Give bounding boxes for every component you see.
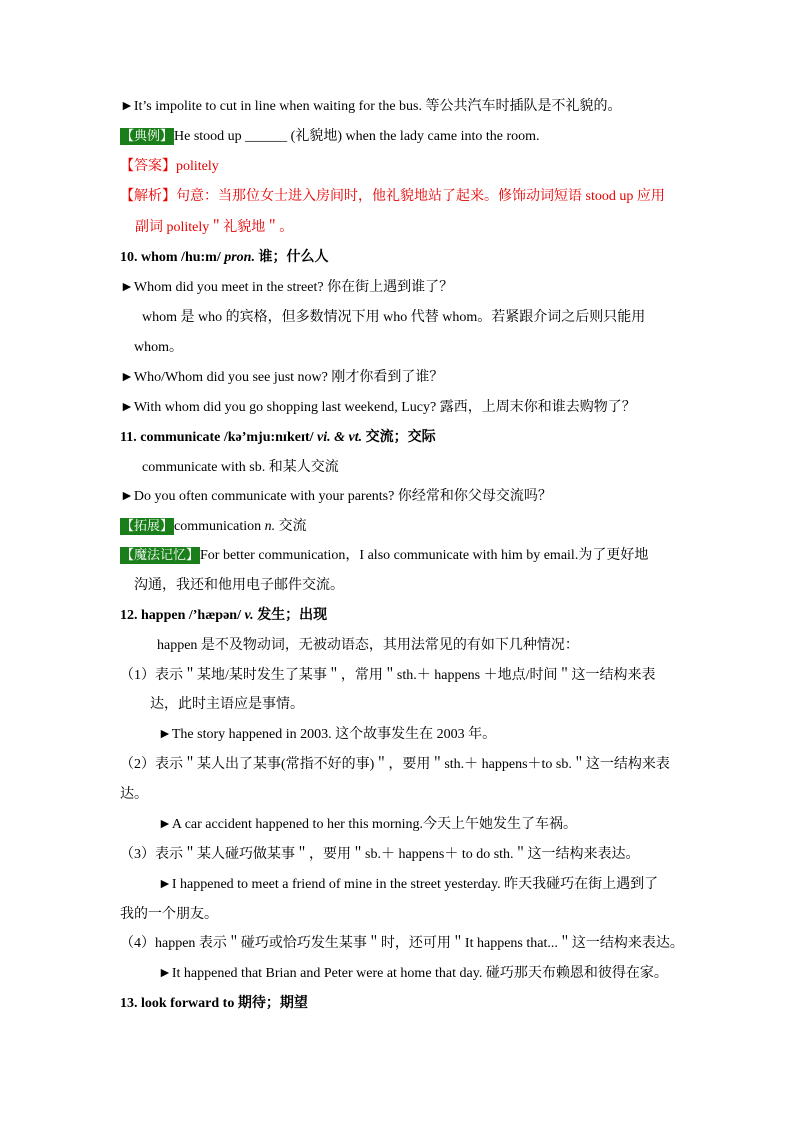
vocab-pos: v. xyxy=(244,608,254,623)
magic-memory-line-2: 沟通，我还和他用电子邮件交流。 xyxy=(134,578,344,593)
phrase-line: communicate with sb. 和某人交流 xyxy=(142,460,339,475)
example-sentence: ►I happened to meet a friend of mine in the street yesterday. 昨天我碰巧在街上遇到了 xyxy=(158,877,659,892)
extension-word: communication xyxy=(174,519,265,534)
extension-pos: n. xyxy=(264,519,276,534)
typical-example-tag: 【典例】 xyxy=(121,129,174,144)
example-sentence-cont: 我的一个朋友。 xyxy=(120,907,218,922)
vocab-word: 10. whom /hu:m/ xyxy=(120,250,225,265)
vocab-meaning: 发生；出现 xyxy=(253,608,328,623)
usage-item-4: （4）happen 表示＂碰巧或恰巧发生某事＂时，还可用＂It happens that...＂这一结构来表达。 xyxy=(120,936,684,951)
note-line: whom 是 who 的宾格，但多数情况下用 who 代替 whom。若紧跟介词之后则只能用 xyxy=(142,310,646,325)
extension-tag: 【拓展】 xyxy=(121,519,174,534)
example-sentence: ►Do you often communicate with your parents? 你经常和你父母交流吗？ xyxy=(120,489,552,504)
vocab-pos: vi. & vt. xyxy=(317,430,363,445)
extension-meaning: 交流 xyxy=(275,519,307,534)
magic-memory-text: For better communication，I also communicate with him by email.为了更好地 xyxy=(200,548,649,563)
magic-memory-tag: 【魔法记忆】 xyxy=(121,548,200,563)
example-sentence: ►With whom did you go shopping last weekend, Lucy? 露西，上周末你和谁去购物了？ xyxy=(120,400,636,415)
vocab-pos: pron. xyxy=(224,250,255,265)
vocab-word: 11. communicate /kə’mju:nɪkeɪt/ xyxy=(120,430,318,445)
vocab-meaning: 谁；什么人 xyxy=(254,250,329,265)
usage-item-2: （2）表示＂某人出了某事(常指不好的事)＂，要用＂sth.＋ happens＋to sb.＂这一结构来表 xyxy=(120,757,670,772)
usage-item-1-cont: 达，此时主语应是事情。 xyxy=(150,697,304,712)
example-sentence: ►A car accident happened to her this morning.今天上午她发生了车祸。 xyxy=(158,817,577,832)
analysis-line-2: 副词 politely＂礼貌地＂。 xyxy=(135,220,294,235)
vocab-heading-communicate xyxy=(120,428,436,448)
answer: 【答案】politely xyxy=(120,159,219,174)
example-sentence: ►It happened that Brian and Peter were at home that day. 碰巧那天布赖恩和彼得在家。 xyxy=(158,966,668,981)
note-line: whom。 xyxy=(134,340,183,355)
example-sentence: ►The story happened in 2003. 这个故事发生在 2003 年。 xyxy=(158,727,497,742)
example-sentence: ►Whom did you meet in the street? 你在街上遇到谁了？ xyxy=(120,280,454,295)
vocab-heading-happen xyxy=(120,606,327,626)
example-sentence: ►It’s impolite to cut in line when waiting for the bus. 等公共汽车时插队是不礼貌的。 xyxy=(120,99,622,114)
extension xyxy=(120,517,307,537)
note-line: happen 是不及物动词，无被动语态，其用法常见的有如下几种情况： xyxy=(157,638,579,653)
typical-example-text: He stood up ______ (礼貌地) when the lady came into the room. xyxy=(174,129,540,144)
vocab-word: 12. happen /’hæpən/ xyxy=(120,608,245,623)
vocab-meaning: 交流；交际 xyxy=(362,430,436,445)
typical-example xyxy=(120,127,540,147)
usage-item-3: （3）表示＂某人碰巧做某事＂，要用＂sb.＋ happens＋ to do sth.＂这一结构来表达。 xyxy=(120,847,640,862)
analysis-line-1: 【解析】句意：当那位女士进入房间时，他礼貌地站了起来。修饰动词短语 stood up 应用 xyxy=(120,189,665,204)
example-sentence: ►Who/Whom did you see just now? 刚才你看到了谁？ xyxy=(120,370,444,385)
vocab-heading-whom xyxy=(120,248,328,268)
vocab-heading-look-forward-to: 13. look forward to 期待；期望 xyxy=(120,996,308,1011)
magic-memory xyxy=(120,546,648,566)
usage-item-1: （1）表示＂某地/某时发生了某事＂，常用＂sth.＋ happens ＋地点/时间＂这一结构来表 xyxy=(120,668,656,683)
usage-item-2-cont: 达。 xyxy=(120,787,148,802)
